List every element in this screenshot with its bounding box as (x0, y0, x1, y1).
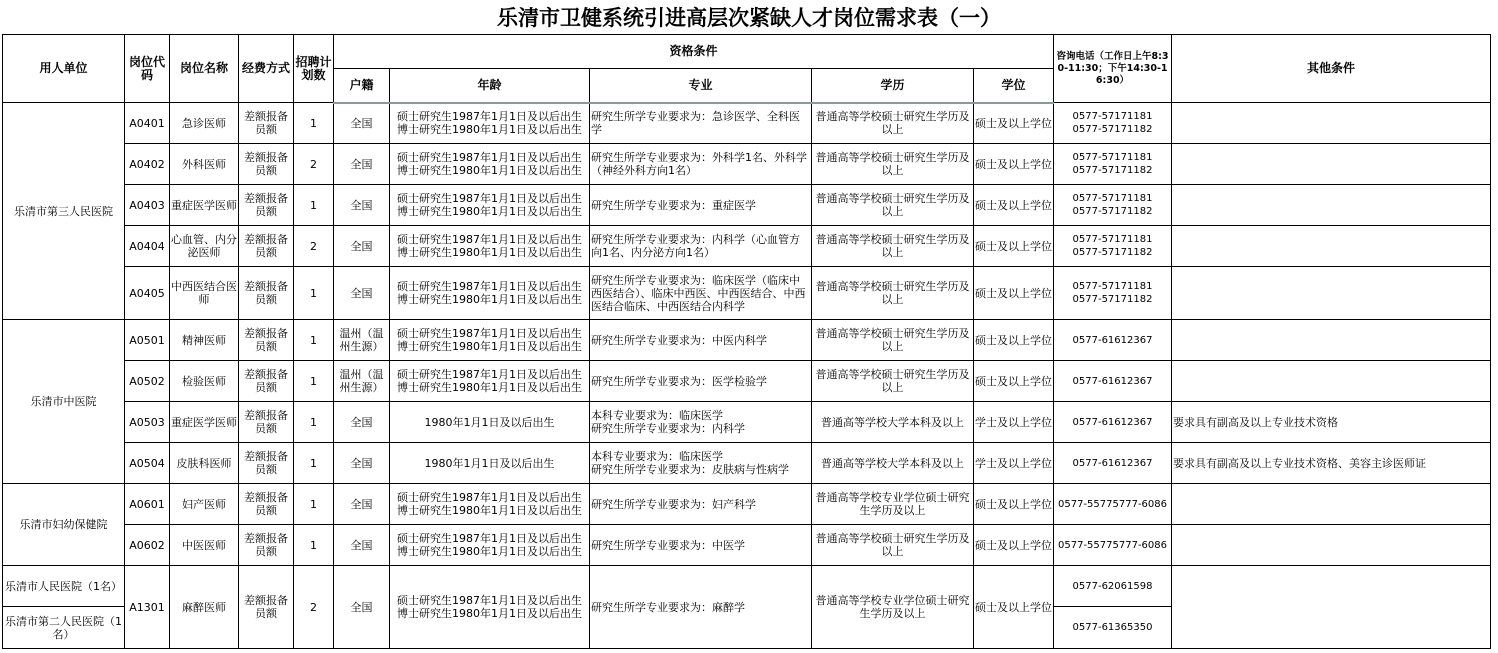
major-requirement: 研究生所学专业要求为：临床医学（临床中西医结合）、临床中西医、中西医结合、中西医结合临床、中西医结合内科学 (590, 267, 812, 320)
header-plan: 招聘计划数 (294, 35, 334, 103)
degree-requirement: 硕士及以上学位 (974, 320, 1054, 361)
age-requirement: 硕士研究生1987年1月1日及以后出生 博士研究生1980年1月1日及以后出生 (390, 566, 590, 649)
contact-phone: 0577-57171181 0577-57171182 (1054, 226, 1172, 267)
education-requirement: 普通高等学校硕士研究生学历及以上 (812, 267, 974, 320)
table-row (3, 361, 1491, 402)
hukou: 全国 (334, 525, 390, 566)
other-conditions (1172, 226, 1491, 267)
major-requirement: 研究生所学专业要求为：急诊医学、全科医学 (590, 103, 812, 144)
major-requirement: 研究生所学专业要求为：中医学 (590, 525, 812, 566)
post-name: 妇产医师 (170, 484, 239, 525)
major-requirement: 本科专业要求为：临床医学 研究生所学专业要求为：内科学 (590, 402, 812, 443)
age-requirement: 硕士研究生1987年1月1日及以后出生 博士研究生1980年1月1日及以后出生 (390, 320, 590, 361)
hukou: 温州（温州生源） (334, 320, 390, 361)
education-requirement: 普通高等学校硕士研究生学历及以上 (812, 185, 974, 226)
table-row (3, 484, 1491, 525)
other-conditions (1172, 525, 1491, 566)
post-code: A0601 (125, 484, 170, 525)
age-requirement: 硕士研究生1987年1月1日及以后出生 博士研究生1980年1月1日及以后出生 (390, 103, 590, 144)
funding-type: 差额报备员额 (239, 566, 294, 649)
hukou: 全国 (334, 484, 390, 525)
degree-requirement: 硕士及以上学位 (974, 361, 1054, 402)
plan-count: 1 (294, 525, 334, 566)
contact-phone: 0577-61365350 (1054, 607, 1172, 649)
education-requirement: 普通高等学校硕士研究生学历及以上 (812, 226, 974, 267)
other-conditions: 要求具有副高及以上专业技术资格、美容主诊医师证 (1172, 443, 1491, 484)
plan-count: 1 (294, 484, 334, 525)
contact-phone: 0577-55775777-6086 (1054, 484, 1172, 525)
other-conditions (1172, 103, 1491, 144)
contact-phone: 0577-61612367 (1054, 361, 1172, 402)
funding-type: 差额报备员额 (239, 226, 294, 267)
other-conditions (1172, 320, 1491, 361)
plan-count: 2 (294, 566, 334, 649)
header-funding: 经费方式 (239, 35, 294, 103)
hukou: 全国 (334, 103, 390, 144)
plan-count: 2 (294, 226, 334, 267)
post-name: 外科医师 (170, 144, 239, 185)
age-requirement: 1980年1月1日及以后出生 (390, 402, 590, 443)
plan-count: 1 (294, 185, 334, 226)
plan-count: 1 (294, 402, 334, 443)
age-requirement: 硕士研究生1987年1月1日及以后出生 博士研究生1980年1月1日及以后出生 (390, 226, 590, 267)
education-requirement: 普通高等学校大学本科及以上 (812, 443, 974, 484)
hukou: 全国 (334, 402, 390, 443)
age-requirement: 硕士研究生1987年1月1日及以后出生 博士研究生1980年1月1日及以后出生 (390, 185, 590, 226)
header-education: 学历 (812, 69, 974, 103)
degree-requirement: 硕士及以上学位 (974, 226, 1054, 267)
contact-phone: 0577-61612367 (1054, 402, 1172, 443)
table-row (3, 443, 1491, 484)
funding-type: 差额报备员额 (239, 320, 294, 361)
post-name: 心血管、内分泌医师 (170, 226, 239, 267)
degree-requirement: 硕士及以上学位 (974, 103, 1054, 144)
age-requirement: 1980年1月1日及以后出生 (390, 443, 590, 484)
post-code: A0501 (125, 320, 170, 361)
major-requirement: 研究生所学专业要求为：中医内科学 (590, 320, 812, 361)
funding-type: 差额报备员额 (239, 525, 294, 566)
plan-count: 2 (294, 144, 334, 185)
contact-phone: 0577-61612367 (1054, 320, 1172, 361)
major-requirement: 研究生所学专业要求为：外科学1名、外科学（神经外科方向1名） (590, 144, 812, 185)
plan-count: 1 (294, 361, 334, 402)
hukou: 全国 (334, 144, 390, 185)
recruitment-table (2, 34, 1491, 649)
major-requirement: 研究生所学专业要求为：重症医学 (590, 185, 812, 226)
education-requirement: 普通高等学校硕士研究生学历及以上 (812, 144, 974, 185)
major-requirement: 研究生所学专业要求为：医学检验学 (590, 361, 812, 402)
unit-name: 乐清市第二人民医院（1名） (3, 607, 125, 649)
degree-requirement: 硕士及以上学位 (974, 185, 1054, 226)
post-name: 重症医学医师 (170, 185, 239, 226)
hukou: 全国 (334, 185, 390, 226)
funding-type: 差额报备员额 (239, 103, 294, 144)
contact-phone: 0577-57171181 0577-57171182 (1054, 185, 1172, 226)
table-row (3, 103, 1491, 144)
header-qualifications: 资格条件 (334, 35, 1054, 69)
post-code: A0405 (125, 267, 170, 320)
post-code: A0402 (125, 144, 170, 185)
education-requirement: 普通高等学校专业学位硕士研究生学历及以上 (812, 484, 974, 525)
education-requirement: 普通高等学校大学本科及以上 (812, 402, 974, 443)
contact-phone: 0577-57171181 0577-57171182 (1054, 144, 1172, 185)
education-requirement: 普通高等学校硕士研究生学历及以上 (812, 320, 974, 361)
post-name: 麻醉医师 (170, 566, 239, 649)
contact-phone: 0577-55775777-6086 (1054, 525, 1172, 566)
post-name: 重症医学医师 (170, 402, 239, 443)
post-name: 中医医师 (170, 525, 239, 566)
header-other: 其他条件 (1172, 35, 1491, 103)
hukou: 全国 (334, 443, 390, 484)
other-conditions (1172, 144, 1491, 185)
post-name: 中西医结合医师 (170, 267, 239, 320)
degree-requirement: 硕士及以上学位 (974, 144, 1054, 185)
post-code: A0504 (125, 443, 170, 484)
table-row (3, 226, 1491, 267)
funding-type: 差额报备员额 (239, 443, 294, 484)
hukou: 全国 (334, 267, 390, 320)
unit-name: 乐清市中医院 (3, 320, 125, 484)
post-code: A1301 (125, 566, 170, 649)
table-row (3, 144, 1491, 185)
post-code: A0502 (125, 361, 170, 402)
major-requirement: 研究生所学专业要求为：妇产科学 (590, 484, 812, 525)
table-row (3, 402, 1491, 443)
hukou: 温州（温州生源） (334, 361, 390, 402)
other-conditions (1172, 484, 1491, 525)
post-code: A0404 (125, 226, 170, 267)
table-row (3, 525, 1491, 566)
degree-requirement: 硕士及以上学位 (974, 566, 1054, 649)
age-requirement: 硕士研究生1987年1月1日及以后出生 博士研究生1980年1月1日及以后出生 (390, 525, 590, 566)
funding-type: 差额报备员额 (239, 267, 294, 320)
header-major: 专业 (590, 69, 812, 103)
contact-phone: 0577-57171181 0577-57171182 (1054, 103, 1172, 144)
header-unit: 用人单位 (3, 35, 125, 103)
header-hukou: 户籍 (334, 69, 390, 103)
funding-type: 差额报备员额 (239, 144, 294, 185)
other-conditions (1172, 361, 1491, 402)
post-name: 急诊医师 (170, 103, 239, 144)
hukou: 全国 (334, 566, 390, 649)
degree-requirement: 学士及以上学位 (974, 402, 1054, 443)
post-code: A0602 (125, 525, 170, 566)
plan-count: 1 (294, 103, 334, 144)
age-requirement: 硕士研究生1987年1月1日及以后出生 博士研究生1980年1月1日及以后出生 (390, 267, 590, 320)
header-age: 年龄 (390, 69, 590, 103)
table-row (3, 566, 1491, 607)
post-name: 精神医师 (170, 320, 239, 361)
age-requirement: 硕士研究生1987年1月1日及以后出生 博士研究生1980年1月1日及以后出生 (390, 361, 590, 402)
post-code: A0403 (125, 185, 170, 226)
funding-type: 差额报备员额 (239, 402, 294, 443)
other-conditions: 要求具有副高及以上专业技术资格 (1172, 402, 1491, 443)
header-code: 岗位代码 (125, 35, 170, 103)
major-requirement: 研究生所学专业要求为：内科学（心血管方向1名、内分泌方向1名） (590, 226, 812, 267)
funding-type: 差额报备员额 (239, 484, 294, 525)
post-name: 皮肤科医师 (170, 443, 239, 484)
degree-requirement: 硕士及以上学位 (974, 484, 1054, 525)
education-requirement: 普通高等学校硕士研究生学历及以上 (812, 103, 974, 144)
education-requirement: 普通高等学校硕士研究生学历及以上 (812, 361, 974, 402)
other-conditions (1172, 566, 1491, 649)
other-conditions (1172, 267, 1491, 320)
post-code: A0401 (125, 103, 170, 144)
age-requirement: 硕士研究生1987年1月1日及以后出生 博士研究生1980年1月1日及以后出生 (390, 484, 590, 525)
funding-type: 差额报备员额 (239, 185, 294, 226)
table-row (3, 185, 1491, 226)
degree-requirement: 硕士及以上学位 (974, 267, 1054, 320)
header-phone: 咨询电话（工作日上午8:30-11:30；下午14:30-16:30） (1054, 35, 1172, 103)
unit-name: 乐清市妇幼保健院 (3, 484, 125, 566)
contact-phone: 0577-62061598 (1054, 566, 1172, 607)
major-requirement: 研究生所学专业要求为：麻醉学 (590, 566, 812, 649)
other-conditions (1172, 185, 1491, 226)
unit-name: 乐清市人民医院（1名） (3, 566, 125, 607)
contact-phone: 0577-61612367 (1054, 443, 1172, 484)
education-requirement: 普通高等学校硕士研究生学历及以上 (812, 525, 974, 566)
education-requirement: 普通高等学校专业学位硕士研究生学历及以上 (812, 566, 974, 649)
contact-phone: 0577-57171181 0577-57171182 (1054, 267, 1172, 320)
plan-count: 1 (294, 443, 334, 484)
header-degree: 学位 (974, 69, 1054, 103)
post-code: A0503 (125, 402, 170, 443)
unit-name: 乐清市第三人民医院 (3, 103, 125, 320)
plan-count: 1 (294, 267, 334, 320)
page-title: 乐清市卫健系统引进高层次紧缺人才岗位需求表（一） (497, 5, 1001, 30)
table-row (3, 267, 1491, 320)
degree-requirement: 硕士及以上学位 (974, 525, 1054, 566)
hukou: 全国 (334, 226, 390, 267)
funding-type: 差额报备员额 (239, 361, 294, 402)
degree-requirement: 学士及以上学位 (974, 443, 1054, 484)
header-post: 岗位名称 (170, 35, 239, 103)
plan-count: 1 (294, 320, 334, 361)
major-requirement: 本科专业要求为：临床医学 研究生所学专业要求为：皮肤病与性病学 (590, 443, 812, 484)
table-row (3, 320, 1491, 361)
age-requirement: 硕士研究生1987年1月1日及以后出生 博士研究生1980年1月1日及以后出生 (390, 144, 590, 185)
post-name: 检验医师 (170, 361, 239, 402)
